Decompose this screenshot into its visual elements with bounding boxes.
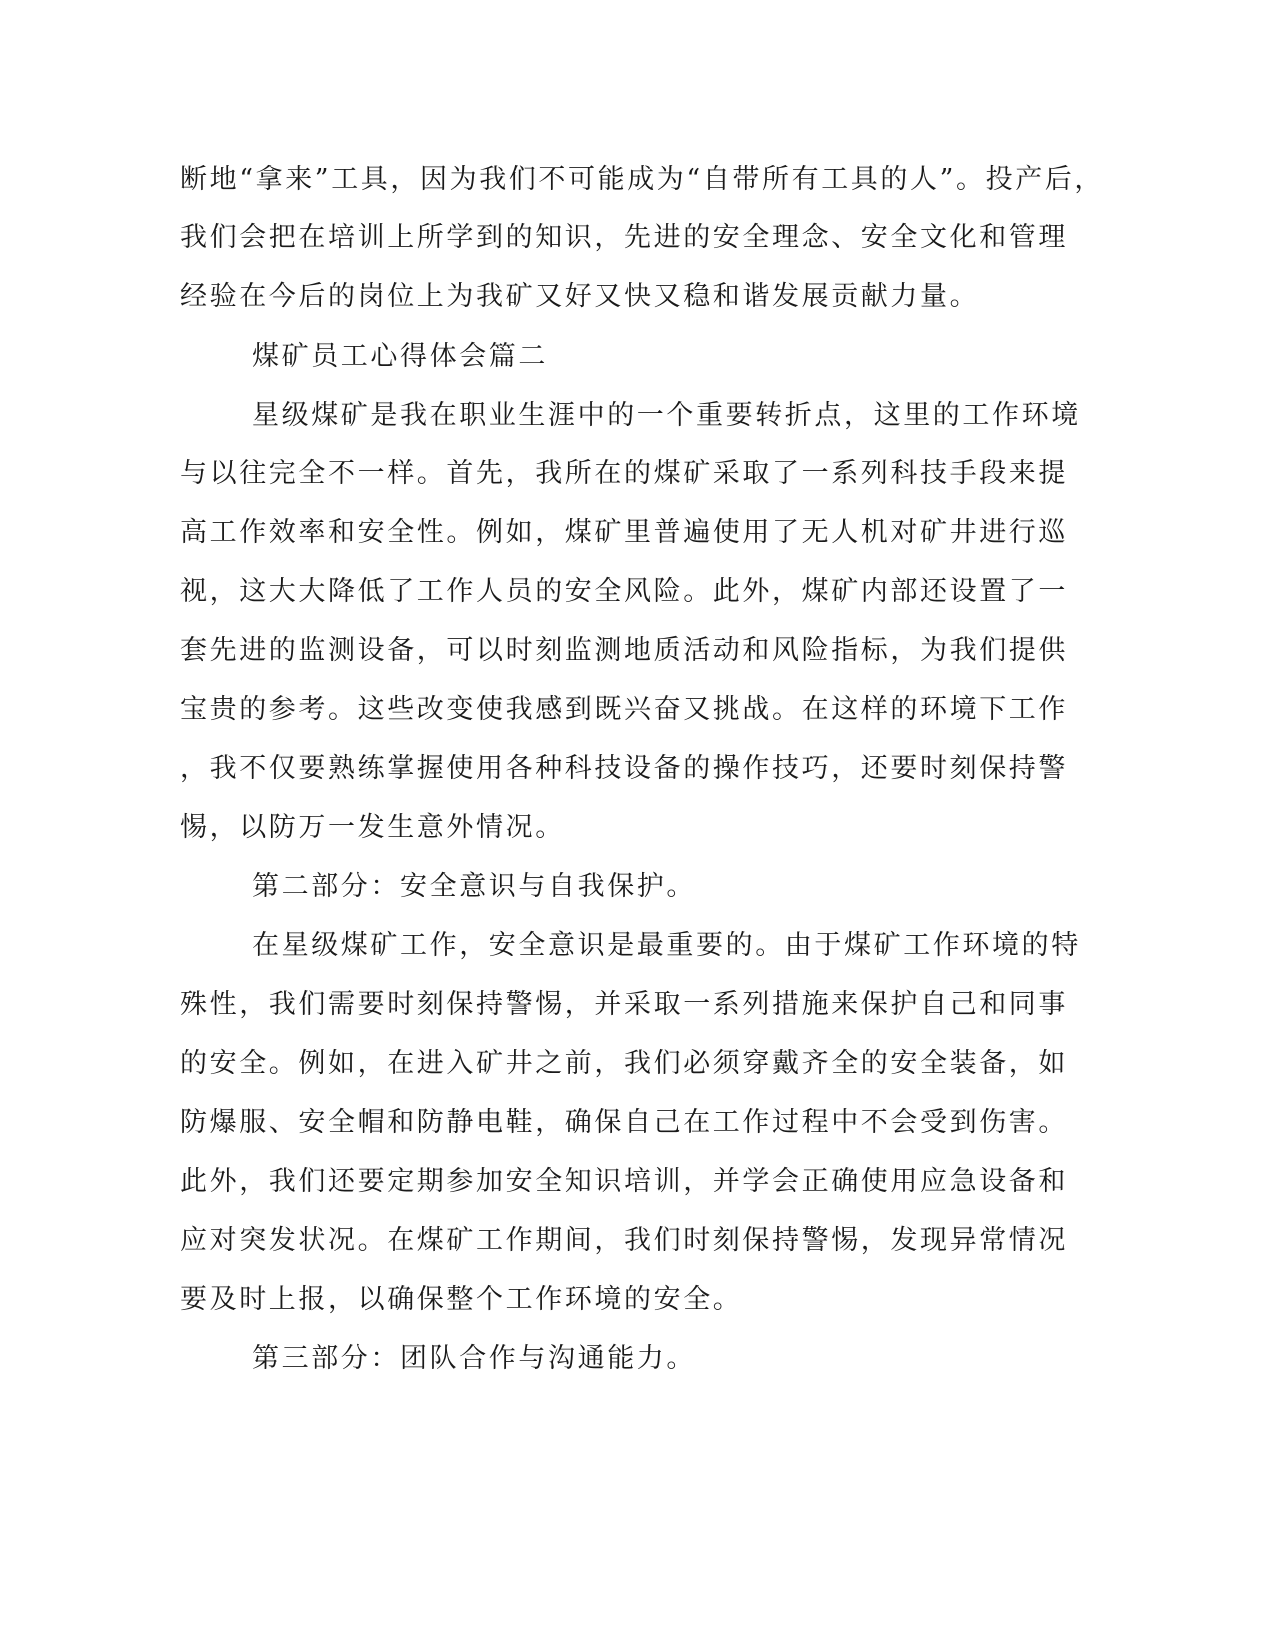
section-heading: 煤矿员工心得体会篇二 bbox=[252, 341, 548, 372]
text-line: 高工作效率和安全性。例如，煤矿里普遍使用了无人机对矿井进行巡 bbox=[180, 517, 1068, 548]
text-line: 星级煤矿是我在职业生涯中的一个重要转折点，这里的工作环境 bbox=[252, 400, 1081, 431]
text-line: 惕，以防万一发生意外情况。 bbox=[180, 812, 565, 843]
text-line: 要及时上报，以确保整个工作环境的安全。 bbox=[180, 1284, 743, 1315]
text-line: 与以往完全不一样。首先，我所在的煤矿采取了一系列科技手段来提 bbox=[180, 458, 1068, 489]
text-line: ，我不仅要熟练掌握使用各种科技设备的操作技巧，还要时刻保持警 bbox=[180, 753, 1068, 784]
text-line: 我们会把在培训上所学到的知识，先进的安全理念、安全文化和管理 bbox=[180, 222, 1068, 253]
text-line: 在星级煤矿工作，安全意识是最重要的。由于煤矿工作环境的特 bbox=[252, 930, 1081, 961]
text-line: 视，这大大降低了工作人员的安全风险。此外，煤矿内部还设置了一 bbox=[180, 576, 1068, 607]
text-line: 宝贵的参考。这些改变使我感到既兴奋又挑战。在这样的环境下工作 bbox=[180, 694, 1068, 725]
section-heading: 第二部分：安全意识与自我保护。 bbox=[252, 871, 696, 902]
text-line: 殊性，我们需要时刻保持警惕，并采取一系列措施来保护自己和同事 bbox=[180, 989, 1068, 1020]
text-line: 经验在今后的岗位上为我矿又好又快又稳和谐发展贡献力量。 bbox=[180, 281, 980, 312]
text-line: 套先进的监测设备，可以时刻监测地质活动和风险指标，为我们提供 bbox=[180, 635, 1068, 666]
text-line: 防爆服、安全帽和防静电鞋，确保自己在工作过程中不会受到伤害。 bbox=[180, 1107, 1068, 1138]
text-line: 的安全。例如，在进入矿井之前，我们必须穿戴齐全的安全装备，如 bbox=[180, 1048, 1068, 1079]
text-line: 此外，我们还要定期参加安全知识培训，并学会正确使用应急设备和 bbox=[180, 1166, 1068, 1197]
section-heading: 第三部分：团队合作与沟通能力。 bbox=[252, 1343, 696, 1374]
document-page bbox=[180, 0, 1105, 1650]
text-line: 应对突发状况。在煤矿工作期间，我们时刻保持警惕，发现异常情况 bbox=[180, 1225, 1068, 1256]
text-line: 断地“拿来”工具，因为我们不可能成为“自带所有工具的人”。投产后， bbox=[180, 164, 1105, 195]
